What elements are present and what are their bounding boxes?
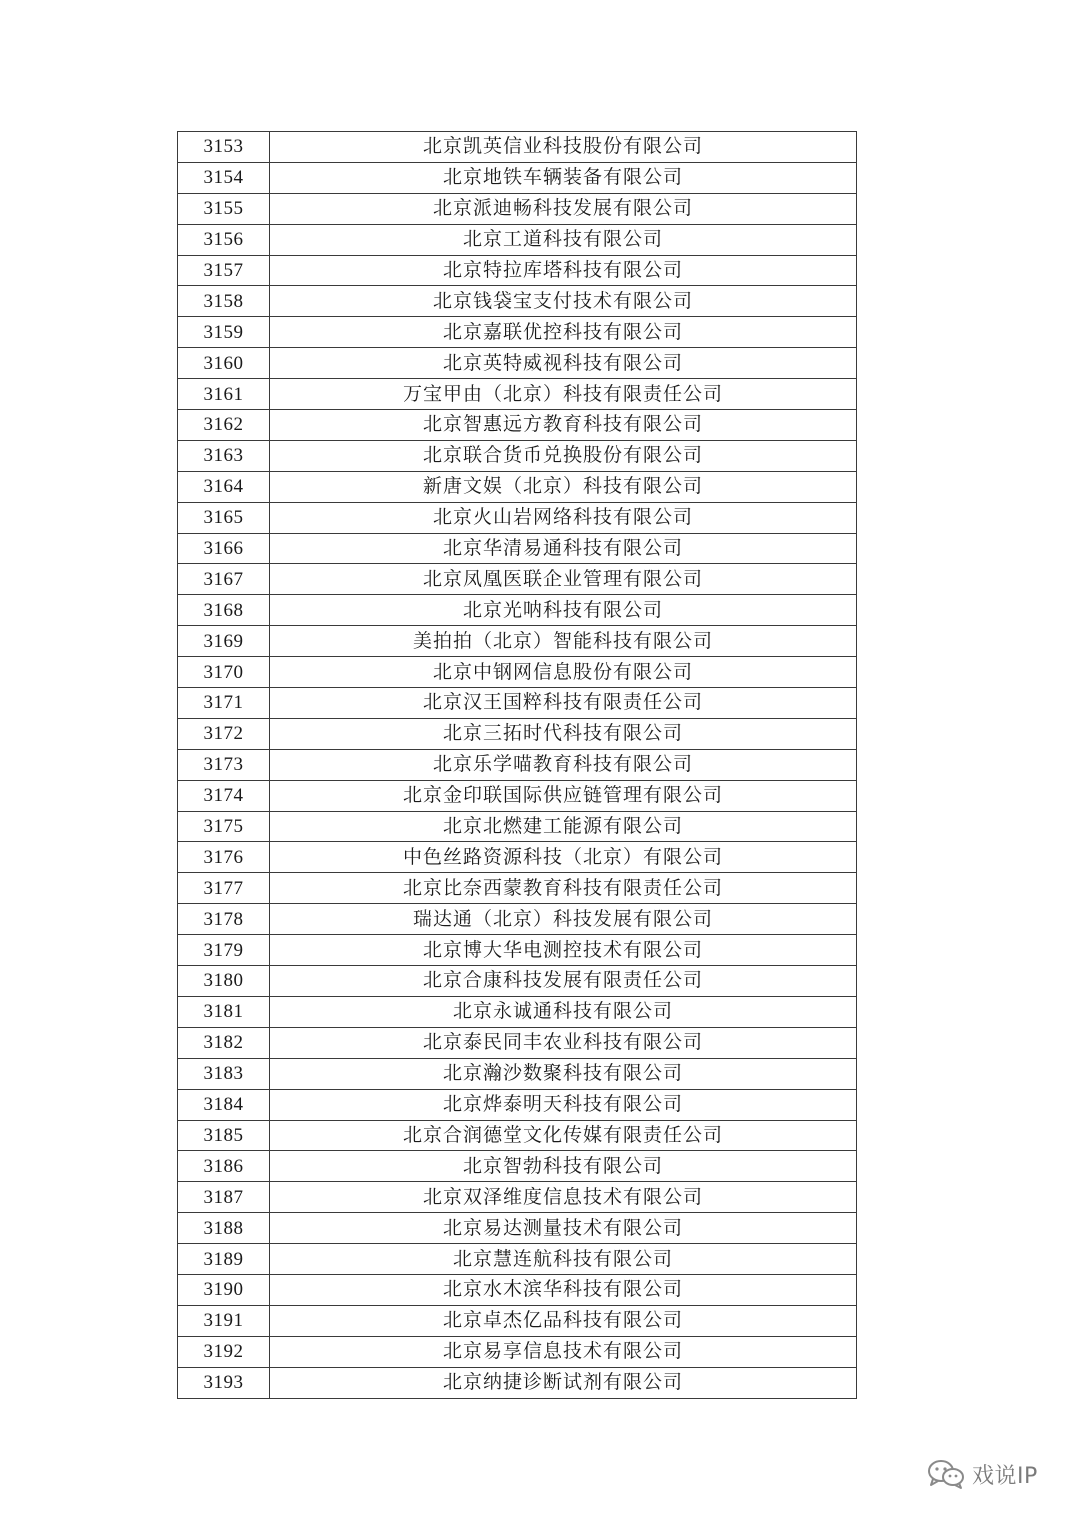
- table-row: [178, 1367, 857, 1398]
- table-row: [178, 718, 857, 749]
- row-number-cell: 3158: [178, 286, 270, 317]
- row-number-cell: 3175: [178, 811, 270, 842]
- row-number-cell: 3163: [178, 440, 270, 471]
- row-number-cell: 3166: [178, 533, 270, 564]
- company-name-cell: 北京凯英信业科技股份有限公司: [270, 132, 857, 163]
- table-row: [178, 873, 857, 904]
- row-number-cell: 3154: [178, 162, 270, 193]
- row-number-cell: 3188: [178, 1213, 270, 1244]
- row-number-cell: 3189: [178, 1244, 270, 1275]
- row-number-cell: 3156: [178, 224, 270, 255]
- row-number-cell: 3164: [178, 471, 270, 502]
- row-number-cell: 3167: [178, 564, 270, 595]
- row-number-cell: 3179: [178, 935, 270, 966]
- table-row: [178, 1089, 857, 1120]
- company-name-cell: 北京特拉库塔科技有限公司: [270, 255, 857, 286]
- company-name-cell: 北京工道科技有限公司: [270, 224, 857, 255]
- company-name-cell: 北京联合货币兑换股份有限公司: [270, 440, 857, 471]
- row-number-cell: 3153: [178, 132, 270, 163]
- table-row: [178, 842, 857, 873]
- row-number-cell: 3155: [178, 193, 270, 224]
- company-name-cell: 北京嘉联优控科技有限公司: [270, 317, 857, 348]
- company-name-cell: 北京易达测量技术有限公司: [270, 1213, 857, 1244]
- company-name-cell: 北京比奈西蒙教育科技有限责任公司: [270, 873, 857, 904]
- row-number-cell: 3177: [178, 873, 270, 904]
- table-row: [178, 410, 857, 441]
- company-name-cell: 北京双泽维度信息技术有限公司: [270, 1182, 857, 1213]
- company-name-cell: 北京中钢网信息股份有限公司: [270, 657, 857, 688]
- table-row: [178, 348, 857, 379]
- table-row: [178, 162, 857, 193]
- row-number-cell: 3171: [178, 688, 270, 719]
- table-row: [178, 440, 857, 471]
- company-name-cell: 北京英特威视科技有限公司: [270, 348, 857, 379]
- table-row: [178, 564, 857, 595]
- company-name-cell: 北京合润德堂文化传媒有限责任公司: [270, 1120, 857, 1151]
- table-row: [178, 379, 857, 410]
- table-row: [178, 1120, 857, 1151]
- table-row: [178, 286, 857, 317]
- company-name-cell: 北京凤凰医联企业管理有限公司: [270, 564, 857, 595]
- company-name-cell: 北京卓杰亿品科技有限公司: [270, 1305, 857, 1336]
- wechat-icon: [926, 1458, 966, 1490]
- row-number-cell: 3157: [178, 255, 270, 286]
- company-name-cell: 北京泰民同丰农业科技有限公司: [270, 1027, 857, 1058]
- company-name-cell: 北京博大华电测控技术有限公司: [270, 935, 857, 966]
- company-name-cell: 北京水木滨华科技有限公司: [270, 1274, 857, 1305]
- table-row: [178, 1182, 857, 1213]
- row-number-cell: 3160: [178, 348, 270, 379]
- row-number-cell: 3186: [178, 1151, 270, 1182]
- company-name-cell: 瑞达通（北京）科技发展有限公司: [270, 904, 857, 935]
- row-number-cell: 3169: [178, 626, 270, 657]
- row-number-cell: 3183: [178, 1058, 270, 1089]
- table-row: [178, 471, 857, 502]
- table-row: [178, 193, 857, 224]
- table-row: [178, 1244, 857, 1275]
- company-name-cell: 新唐文娱（北京）科技有限公司: [270, 471, 857, 502]
- table-row: [178, 533, 857, 564]
- row-number-cell: 3174: [178, 780, 270, 811]
- row-number-cell: 3162: [178, 410, 270, 441]
- company-name-cell: 北京瀚沙数聚科技有限公司: [270, 1058, 857, 1089]
- table-row: [178, 1058, 857, 1089]
- row-number-cell: 3180: [178, 966, 270, 997]
- table-row: [178, 317, 857, 348]
- company-name-cell: 北京合康科技发展有限责任公司: [270, 966, 857, 997]
- row-number-cell: 3161: [178, 379, 270, 410]
- company-name-cell: 北京永诚通科技有限公司: [270, 996, 857, 1027]
- company-name-cell: 北京智勃科技有限公司: [270, 1151, 857, 1182]
- company-list-table: [177, 131, 857, 1399]
- company-name-cell: 北京纳捷诊断试剂有限公司: [270, 1367, 857, 1398]
- company-name-cell: 北京派迪畅科技发展有限公司: [270, 193, 857, 224]
- table-row: [178, 224, 857, 255]
- company-list-table-container: [177, 131, 857, 1399]
- row-number-cell: 3185: [178, 1120, 270, 1151]
- row-number-cell: 3184: [178, 1089, 270, 1120]
- watermark: [926, 1458, 1038, 1490]
- company-name-cell: 北京智惠远方教育科技有限公司: [270, 410, 857, 441]
- row-number-cell: 3191: [178, 1305, 270, 1336]
- row-number-cell: 3173: [178, 749, 270, 780]
- table-row: [178, 1213, 857, 1244]
- company-name-cell: 北京慧连航科技有限公司: [270, 1244, 857, 1275]
- table-row: [178, 904, 857, 935]
- row-number-cell: 3192: [178, 1336, 270, 1367]
- company-name-cell: 北京易享信息技术有限公司: [270, 1336, 857, 1367]
- company-name-cell: 北京光呐科技有限公司: [270, 595, 857, 626]
- row-number-cell: 3181: [178, 996, 270, 1027]
- row-number-cell: 3178: [178, 904, 270, 935]
- company-name-cell: 北京北燃建工能源有限公司: [270, 811, 857, 842]
- table-row: [178, 811, 857, 842]
- row-number-cell: 3172: [178, 718, 270, 749]
- row-number-cell: 3187: [178, 1182, 270, 1213]
- company-name-cell: 北京钱袋宝支付技术有限公司: [270, 286, 857, 317]
- company-name-cell: 北京火山岩网络科技有限公司: [270, 502, 857, 533]
- table-row: [178, 1336, 857, 1367]
- company-name-cell: 中色丝路资源科技（北京）有限公司: [270, 842, 857, 873]
- row-number-cell: 3168: [178, 595, 270, 626]
- table-row: [178, 595, 857, 626]
- table-row: [178, 749, 857, 780]
- company-name-cell: 北京烨泰明天科技有限公司: [270, 1089, 857, 1120]
- table-row: [178, 657, 857, 688]
- row-number-cell: 3193: [178, 1367, 270, 1398]
- table-row: [178, 132, 857, 163]
- company-name-cell: 北京汉王国粹科技有限责任公司: [270, 688, 857, 719]
- table-row: [178, 502, 857, 533]
- row-number-cell: 3182: [178, 1027, 270, 1058]
- company-name-cell: 北京华清易通科技有限公司: [270, 533, 857, 564]
- company-name-cell: 北京地铁车辆装备有限公司: [270, 162, 857, 193]
- table-row: [178, 688, 857, 719]
- table-row: [178, 996, 857, 1027]
- table-row: [178, 1274, 857, 1305]
- watermark-text: 戏说IP: [972, 1463, 1038, 1489]
- company-name-cell: 美拍拍（北京）智能科技有限公司: [270, 626, 857, 657]
- table-row: [178, 626, 857, 657]
- row-number-cell: 3165: [178, 502, 270, 533]
- table-body: [178, 132, 857, 1399]
- row-number-cell: 3159: [178, 317, 270, 348]
- row-number-cell: 3170: [178, 657, 270, 688]
- table-row: [178, 255, 857, 286]
- row-number-cell: 3190: [178, 1274, 270, 1305]
- company-name-cell: 北京三拓时代科技有限公司: [270, 718, 857, 749]
- table-row: [178, 780, 857, 811]
- table-row: [178, 1305, 857, 1336]
- company-name-cell: 万宝甲由（北京）科技有限责任公司: [270, 379, 857, 410]
- company-name-cell: 北京乐学喵教育科技有限公司: [270, 749, 857, 780]
- table-row: [178, 966, 857, 997]
- company-name-cell: 北京金印联国际供应链管理有限公司: [270, 780, 857, 811]
- table-row: [178, 1027, 857, 1058]
- table-row: [178, 1151, 857, 1182]
- row-number-cell: 3176: [178, 842, 270, 873]
- table-row: [178, 935, 857, 966]
